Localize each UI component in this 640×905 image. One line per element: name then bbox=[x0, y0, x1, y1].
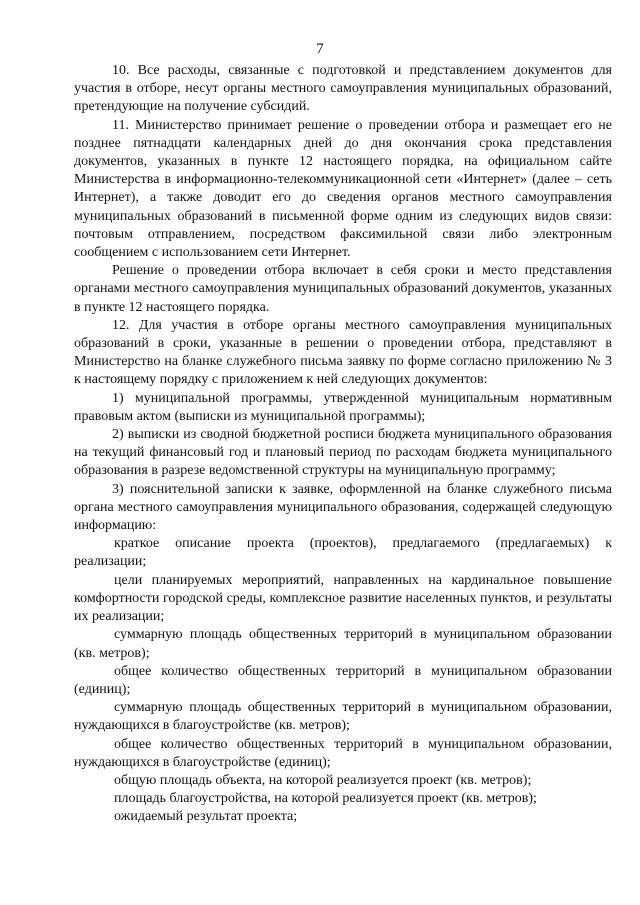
paragraph-12: 12. Для участия в отборе органы местного самоуправления муниципальных образований в сроки, указанные в решении о проведении отбора, представляют в Министерство на бланке служебного письма заявку по форме согласно приложению № 3 к настоящему порядку с приложением к ней следующих документов: bbox=[74, 317, 612, 388]
paragraph-11: 11. Министерство принимает решение о проведении отбора и размещает его не позднее пятнадцати календарных дней до дня окончания срока представления документов, указанных в пункте 12 настоящего порядка, на официальном сайте Министерства в информационно-телекоммуникационной сети «Интернет» (далее – сеть Интернет), а также доводит его до сведения органов местного самоуправления муниципальных образований в письменной форме одним из следующих видов связи: почтовым отправлением, посредством факсимильной связи либо электронным сообщением с использованием сети Интернет. bbox=[74, 117, 612, 261]
document-body bbox=[74, 62, 612, 827]
page-number: 7 bbox=[316, 41, 324, 57]
list-item-2: 2) выписки из сводной бюджетной росписи бюджета муниципального образования на текущий финансовый год и плановый период по расходам бюджета муниципального образования в разрезе ведомственной структуры на муниципальную программу; bbox=[74, 427, 612, 479]
info-item-object-area: общую площадь объекта, на которой реализуется проект (кв. метров); bbox=[114, 772, 532, 788]
list-item-1: 1) муниципальной программы, утвержденной муниципальным нормативным правовым актом (выписки из муниципальной программы); bbox=[74, 390, 612, 424]
paragraph-decision: Решение о проведении отбора включает в себя сроки и место представления органами местного самоуправления муниципальных образований документов, указанных в пункте 12 настоящего порядка. bbox=[74, 263, 612, 315]
list-item-3: 3) пояснительной записки к заявке, оформленной на бланке служебного письма органа местного самоуправления муниципального образования, содержащей следующую информацию: bbox=[74, 481, 612, 534]
info-item-area-needing-improvement: суммарную площадь общественных территорий в муниципальном образовании, нуждающихся в благоустройстве (кв. метров); bbox=[74, 700, 612, 734]
info-item-total-count: общее количество общественных территорий в муниципальном образовании (единиц); bbox=[74, 663, 612, 697]
info-item-improvement-area: площадь благоустройства, на которой реализуется проект (кв. метров); bbox=[114, 791, 537, 807]
info-item-count-needing-improvement: общее количество общественных территорий в муниципальном образовании, нуждающихся в благоустройстве (единиц); bbox=[74, 736, 612, 770]
paragraph-10: 10. Все расходы, связанные с подготовкой и представлением документов для участия в отборе, несут органы местного самоуправления муниципальных образований, претендующие на получение субсидий. bbox=[74, 63, 612, 115]
info-item-expected-result: ожидаемый результат проекта; bbox=[114, 809, 298, 825]
info-item-project-description: краткое описание проекта (проектов), предлагаемого (предлагаемых) к реализации; bbox=[74, 536, 612, 570]
info-item-total-area: суммарную площадь общественных территорий в муниципальном образовании (кв. метров); bbox=[74, 627, 612, 661]
info-item-goals: цели планируемых мероприятий, направленных на кардинальное повышение комфортности городской среды, комплексное развитие населенных пунктов, и результаты их реализации; bbox=[74, 572, 612, 625]
